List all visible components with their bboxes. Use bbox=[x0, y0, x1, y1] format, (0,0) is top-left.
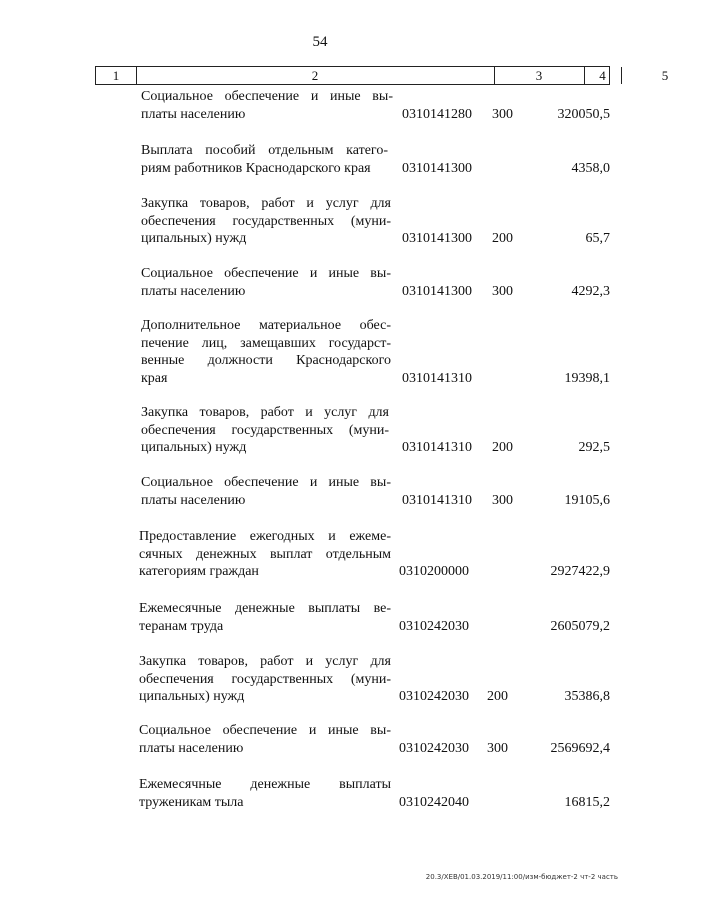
page-number: 54 bbox=[312, 34, 328, 50]
description-line: ципальных) нужд bbox=[141, 440, 247, 455]
row-description bbox=[141, 474, 391, 509]
row-description bbox=[141, 195, 391, 248]
row-amount: 2927422,9 bbox=[550, 564, 610, 579]
column-header-4: 4 bbox=[584, 67, 622, 84]
row-amount: 19105,6 bbox=[564, 492, 610, 508]
description-line: сячных денежных выплат отдельным bbox=[139, 546, 391, 562]
row-description bbox=[139, 776, 391, 811]
row-expense-type: 200 bbox=[492, 440, 513, 455]
row-expense-type: 300 bbox=[492, 106, 513, 122]
footer-file-path: 20.3/ХЕВ/01.03.2019/11:00/изм-бюджет-2 чт-2 часть bbox=[425, 873, 618, 881]
description-line: теранам труда bbox=[139, 618, 224, 634]
description-line: категориям граждан bbox=[139, 564, 259, 579]
row-amount: 2605079,2 bbox=[550, 618, 610, 634]
description-line: Выплата пособий отдельным катего- bbox=[141, 143, 388, 158]
description-line: Закупка товаров, работ и услуг для bbox=[139, 654, 391, 669]
description-line: Ежемесячные денежные выплаты bbox=[139, 777, 391, 792]
row-description bbox=[139, 528, 391, 581]
row-expense-type: 300 bbox=[492, 283, 513, 299]
row-description bbox=[139, 653, 391, 706]
description-line: ципальных) нужд bbox=[141, 231, 247, 246]
row-code: 0310141310 bbox=[402, 440, 472, 455]
description-line: Социальное обеспечение и иные вы- bbox=[141, 89, 393, 104]
row-description bbox=[141, 265, 391, 300]
row-code: 0310141280 bbox=[402, 106, 472, 122]
row-code: 0310141300 bbox=[402, 231, 472, 246]
description-line: обеспечения государственных (муни- bbox=[141, 213, 391, 229]
description-line: Закупка товаров, работ и услуг для bbox=[141, 405, 389, 420]
row-expense-type: 200 bbox=[492, 231, 513, 246]
row-amount: 16815,2 bbox=[564, 794, 610, 810]
description-line: края bbox=[141, 370, 168, 386]
column-header-3: 3 bbox=[494, 67, 585, 84]
description-line: ципальных) нужд bbox=[139, 689, 245, 704]
description-line: платы населению bbox=[141, 492, 246, 508]
description-line: Дополнительное материальное обес- bbox=[141, 318, 391, 333]
row-description bbox=[141, 317, 391, 387]
row-code: 0310242040 bbox=[399, 794, 469, 810]
row-amount: 2569692,4 bbox=[550, 740, 610, 756]
row-amount: 4292,3 bbox=[571, 283, 610, 299]
description-line: риям работников Краснодарского края bbox=[141, 160, 371, 176]
description-line: платы населению bbox=[141, 283, 246, 299]
row-expense-type: 300 bbox=[492, 492, 513, 508]
row-description bbox=[141, 88, 393, 123]
row-code: 0310242030 bbox=[399, 740, 469, 756]
row-expense-type: 200 bbox=[487, 689, 508, 704]
row-code: 0310242030 bbox=[399, 618, 469, 634]
row-code: 0310141300 bbox=[402, 283, 472, 299]
description-line: печение лиц, замещавших государст- bbox=[141, 335, 391, 351]
row-amount: 65,7 bbox=[585, 231, 610, 246]
description-line: венные должности Краснодарского bbox=[141, 353, 391, 368]
row-amount: 320050,5 bbox=[557, 106, 610, 122]
row-amount: 4358,0 bbox=[571, 160, 610, 176]
row-description bbox=[141, 142, 388, 177]
description-line: обеспечения государственных (муни- bbox=[141, 422, 389, 438]
row-code: 0310200000 bbox=[399, 564, 469, 579]
row-code: 0310141310 bbox=[402, 370, 472, 386]
row-description bbox=[139, 722, 391, 757]
description-line: платы населению bbox=[141, 106, 246, 122]
row-description bbox=[141, 404, 389, 457]
row-amount: 292,5 bbox=[578, 440, 610, 455]
table-header bbox=[95, 66, 669, 85]
description-line: Закупка товаров, работ и услуг для bbox=[141, 196, 391, 211]
row-code: 0310141310 bbox=[402, 492, 472, 508]
description-line: обеспечения государственных (муни- bbox=[139, 671, 391, 687]
column-header-1: 1 bbox=[96, 67, 137, 84]
description-line: платы населению bbox=[139, 740, 244, 756]
description-line: Социальное обеспечение и иные вы- bbox=[141, 266, 391, 281]
row-code: 0310141300 bbox=[402, 160, 472, 176]
row-code: 0310242030 bbox=[399, 689, 469, 704]
column-header-2: 2 bbox=[136, 67, 495, 84]
column-header-5: 5 bbox=[661, 68, 669, 83]
row-expense-type: 300 bbox=[487, 740, 508, 756]
description-line: труженикам тыла bbox=[139, 794, 244, 810]
row-amount: 19398,1 bbox=[564, 370, 610, 386]
row-description bbox=[139, 600, 391, 635]
description-line: Социальное обеспечение и иные вы- bbox=[141, 475, 391, 490]
description-line: Ежемесячные денежные выплаты ве- bbox=[139, 601, 391, 616]
row-amount: 35386,8 bbox=[564, 689, 610, 704]
description-line: Социальное обеспечение и иные вы- bbox=[139, 723, 391, 738]
description-line: Предоставление ежегодных и ежеме- bbox=[139, 529, 391, 544]
